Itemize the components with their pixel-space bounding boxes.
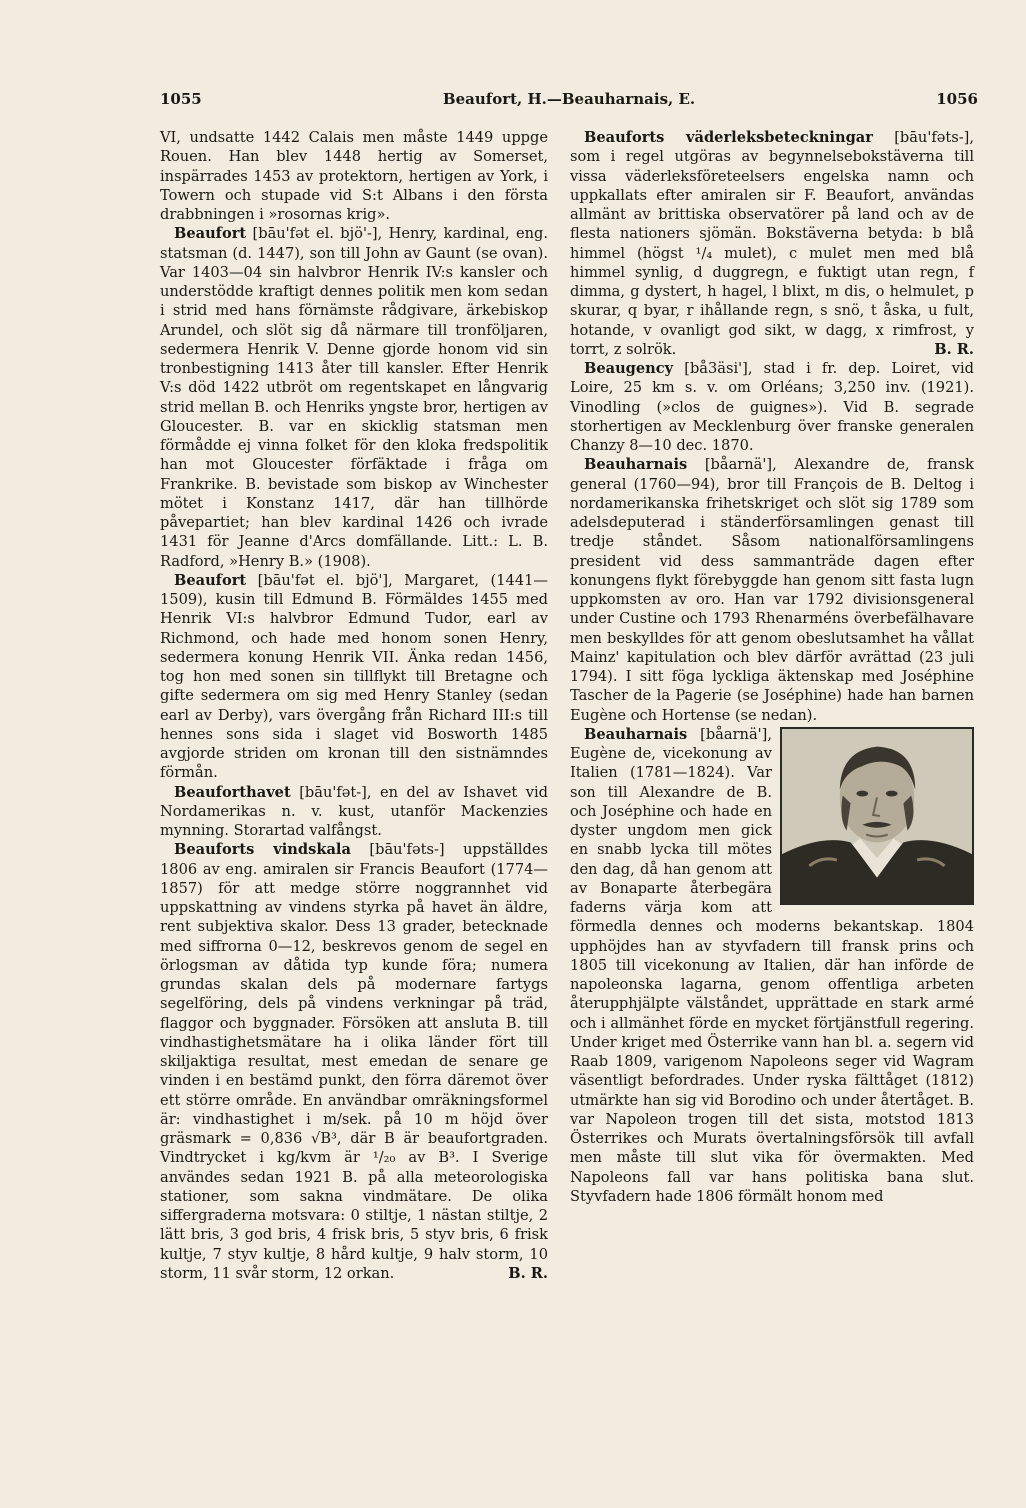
- entry-headword: Beauforthavet: [174, 783, 291, 801]
- author-signature: B. R.: [508, 1264, 548, 1282]
- left-column: [160, 128, 548, 1283]
- entry-text: [bāu'fət el. bjö'], Margaret, (1441—1509), kusin till Edmund B. Förmäldes 1455 med Henrik VI:s halvbror Edmund Tudor, earl av Richmond, och hade med honom sonen Henry, sedermera konung Henrik VII. Änka redan 1456, tog hon med sonen sin tillflykt till Bretagne och gifte sedermera om sig med Henry Stanley (sedan earl av Derby), vars övergång från Richard III:s till hennes sons sida i slaget vid Bosworth 1485 avgjorde striden om kronan till den sistnämndes förmån.: [160, 571, 548, 782]
- running-title: Beaufort, H.—Beauharnais, E.: [442, 90, 696, 108]
- right-column: [570, 128, 974, 1206]
- entry: [160, 840, 548, 1283]
- entry-headword: Beauharnais: [584, 725, 688, 743]
- entry-headword: Beaugency: [584, 360, 674, 377]
- entry-text: [bå3äsi'], stad i fr. dep. Loiret, vid Loire, 25 km s. v. om Orléans; 3,250 inv. (1921). Vinodling (»clos de guignes»). Vid B. segrade storhertigen av Mecklenburg över franske generalen Chanzy 8—10 dec. 1870.: [570, 360, 975, 454]
- entry-text: [bāu'fəts-] uppställdes 1806 av eng. amiralen sir Francis Beaufort (1774—1857) för att medge större noggrannhet vid uppskattning av vindens styrka på havet än äldre, rent subjektiva skalor. Dess 13 grader, betecknade med siffrorna 0—12, beskrevos genom de segel en örlogsman av dåtida typ kunde föra; numera grundas skalan dels på modernare fartygs segelföring, dels på vindens verkningar på träd, flaggor och byggnader. Försöken att ansluta B. till vindhastighetsmätare ha i olika länder fört till skiljaktiga resultat, mest emedan de senare ge vinden i en bestämd punkt, den förra däremot över ett större område. En användbar omräkningsformel är: vindhastighet i m/sek. på 10 m höjd över gräsmark = 0,836 √B³, där B är beaufortgraden. Vindtrycket i kg/kvm är ¹/₂₀ av B³. I Sverige användes sedan 1921 B. på alla meteorologiska stationer, som sakna vindmätare. De olika siffergraderna motsvara: 0 stiltje, 1 nästan stiltje, 2 lätt bris, 3 god bris, 4 frisk bris, 5 styv bris, 6 frisk kultje, 7 styv kultje, 8 hård kultje, 9 halv storm, 10 storm, 11 svår storm, 12 orkan.: [160, 841, 549, 1282]
- entry: [570, 359, 974, 455]
- page-number-right: 1056: [936, 90, 978, 108]
- entry-text: [bāu'fət-], en del av Ishavet vid Nordamerikas n. v. kust, utanför Mackenzies mynning. Storartad valfångst.: [160, 783, 548, 839]
- entry: [160, 571, 548, 783]
- author-signature: B. R.: [934, 340, 974, 358]
- entry: [570, 725, 974, 1206]
- entry: [160, 128, 548, 224]
- entry: [570, 455, 974, 725]
- entry-headword: Beaufort: [174, 225, 247, 243]
- entry-headword: Beauharnais: [584, 456, 688, 474]
- portrait-image: [780, 727, 974, 905]
- page-number-left: 1055: [160, 90, 202, 108]
- entry-text: [bāu'fəts-], som i regel utgöras av begynnelsebokstäverna till vissa väderleksföreteelsers engelska namn och uppkallats efter amiralen sir F. Beaufort, användas allmänt av brittiska observatörer på land och av de flesta nationers sjömän. Bokstäverna betyda: b blå himmel (högst ¹/₄ mulet), c mulet men med blå himmel synlig, d duggregn, e fuktigt utan regn, f dimma, g dystert, h hagel, l blixt, m dis, o helmulet, p skurar, q byar, r ihållande regn, s snö, t åska, u fult, hotande, v ovanligt god sikt, w dagg, x rimfrost, y torrt, z solrök.: [570, 129, 974, 358]
- entry-text: [båarnä'], Eugène de, vicekonung av Italien (1781—1824). Var son till Alexandre de B. och Joséphine och hade en dyster ungdom men gick en snabb lycka till mötes den dag, då han genom att av Bonaparte återbegära faderns värja kom att förmedla dennes och moderns bekantskap. 1804 upphöjdes han av styvfadern till fransk prins och 1805 till vicekonung av Italien, där han införde de napoleonska lagarna, genom offentliga arbeten återupphjälpte välståndet, upprättade en stark armé och i allmänhet förde en mycket förtjänstfull regering. Under kriget med Österrike vann han bl. a. segern vid Raab 1809, varigenom Napoleons seger vid Wagram väsentligt befordrades. Under ryska fälttåget (1812) utmärkte han sig vid Borodino och under återtåget. B. var Napoleon trogen till det sista, motstod 1813 Österrikes och Murats övertalningsförsök till avfall men måste till slut vika för övermakten. Med Napoleons fall var hans politiska bana slut. Styvfadern hade 1806 förmält honom med: [570, 725, 974, 1205]
- running-header: [160, 90, 978, 114]
- entry-headword: Beaufort: [174, 571, 247, 589]
- entry-text: [båarnä'], Alexandre de, fransk general (1760—94), bror till François de B. Deltog i nordamerikanska frihetskriget och slöt sig 1789 som adelsdeputerad i ständerförsamlingen genast till tredje ståndet. Såsom nationalförsamlingens president vid dess sammanträde dagen efter konungens flykt förebyggde han genom sitt fasta lugn uppkomsten av oro. Han var 1792 divisionsgeneral under Custine och 1793 Rhenarméns överbefälhavare men beskylldes för att genom obeslutsamhet ha vållat Mainz' kapitulation och blev därför avrättad (23 juli 1794). I sitt föga lyckliga äktenskap med Joséphine Tascher de la Pagerie (se Joséphine) hade han barnen Eugène och Hortense (se nedan).: [570, 456, 974, 724]
- entry-text: VI, undsatte 1442 Calais men måste 1449 uppge Rouen. Han blev 1448 hertig av Somerset, inspärrades 1453 av protektorn, hertigen av York, i Towern och stupade vid S:t Albans i den första drabbningen i »rosornas krig».: [160, 129, 548, 223]
- entry-headword: Beauforts vindskala: [174, 841, 351, 859]
- entry-text: [bāu'fət el. bjö'-], Henry, kardinal, eng. statsman (d. 1447), son till John av Gaunt (se ovan). Var 1403—04 sin halvbror Henrik IV:s kansler och understödde kraftigt dennes politik men kom sedan i strid med hans förnämste rådgivare, ärkebiskop Arundel, och slöt sig då närmare till tronföljaren, sedermera Henrik V. Denne gjorde honom vid sin tronbestigning 1413 åter till kansler. Efter Henrik V:s död 1422 utbröt om regentskapet en långvarig strid mellan B. och Henriks yngste bror, hertigen av Gloucester. B. var en skicklig statsman men förmådde ej vinna folket för den kloka fredspolitik han mot Gloucester förfäktade i fråga om Frankrike. B. bevistade som biskop av Winchester mötet i Konstanz 1417, där han tillhörde påvepartiet; han blev kardinal 1426 och ivrade 1431 för Jeanne d'Arcs domfällande. Litt.: L. B. Radford, »Henry B.» (1908).: [160, 225, 548, 570]
- entry: [160, 224, 548, 571]
- entry: [160, 783, 548, 841]
- entry-headword: Beauforts väderleksbeteckningar: [584, 129, 873, 146]
- entry: [570, 128, 974, 359]
